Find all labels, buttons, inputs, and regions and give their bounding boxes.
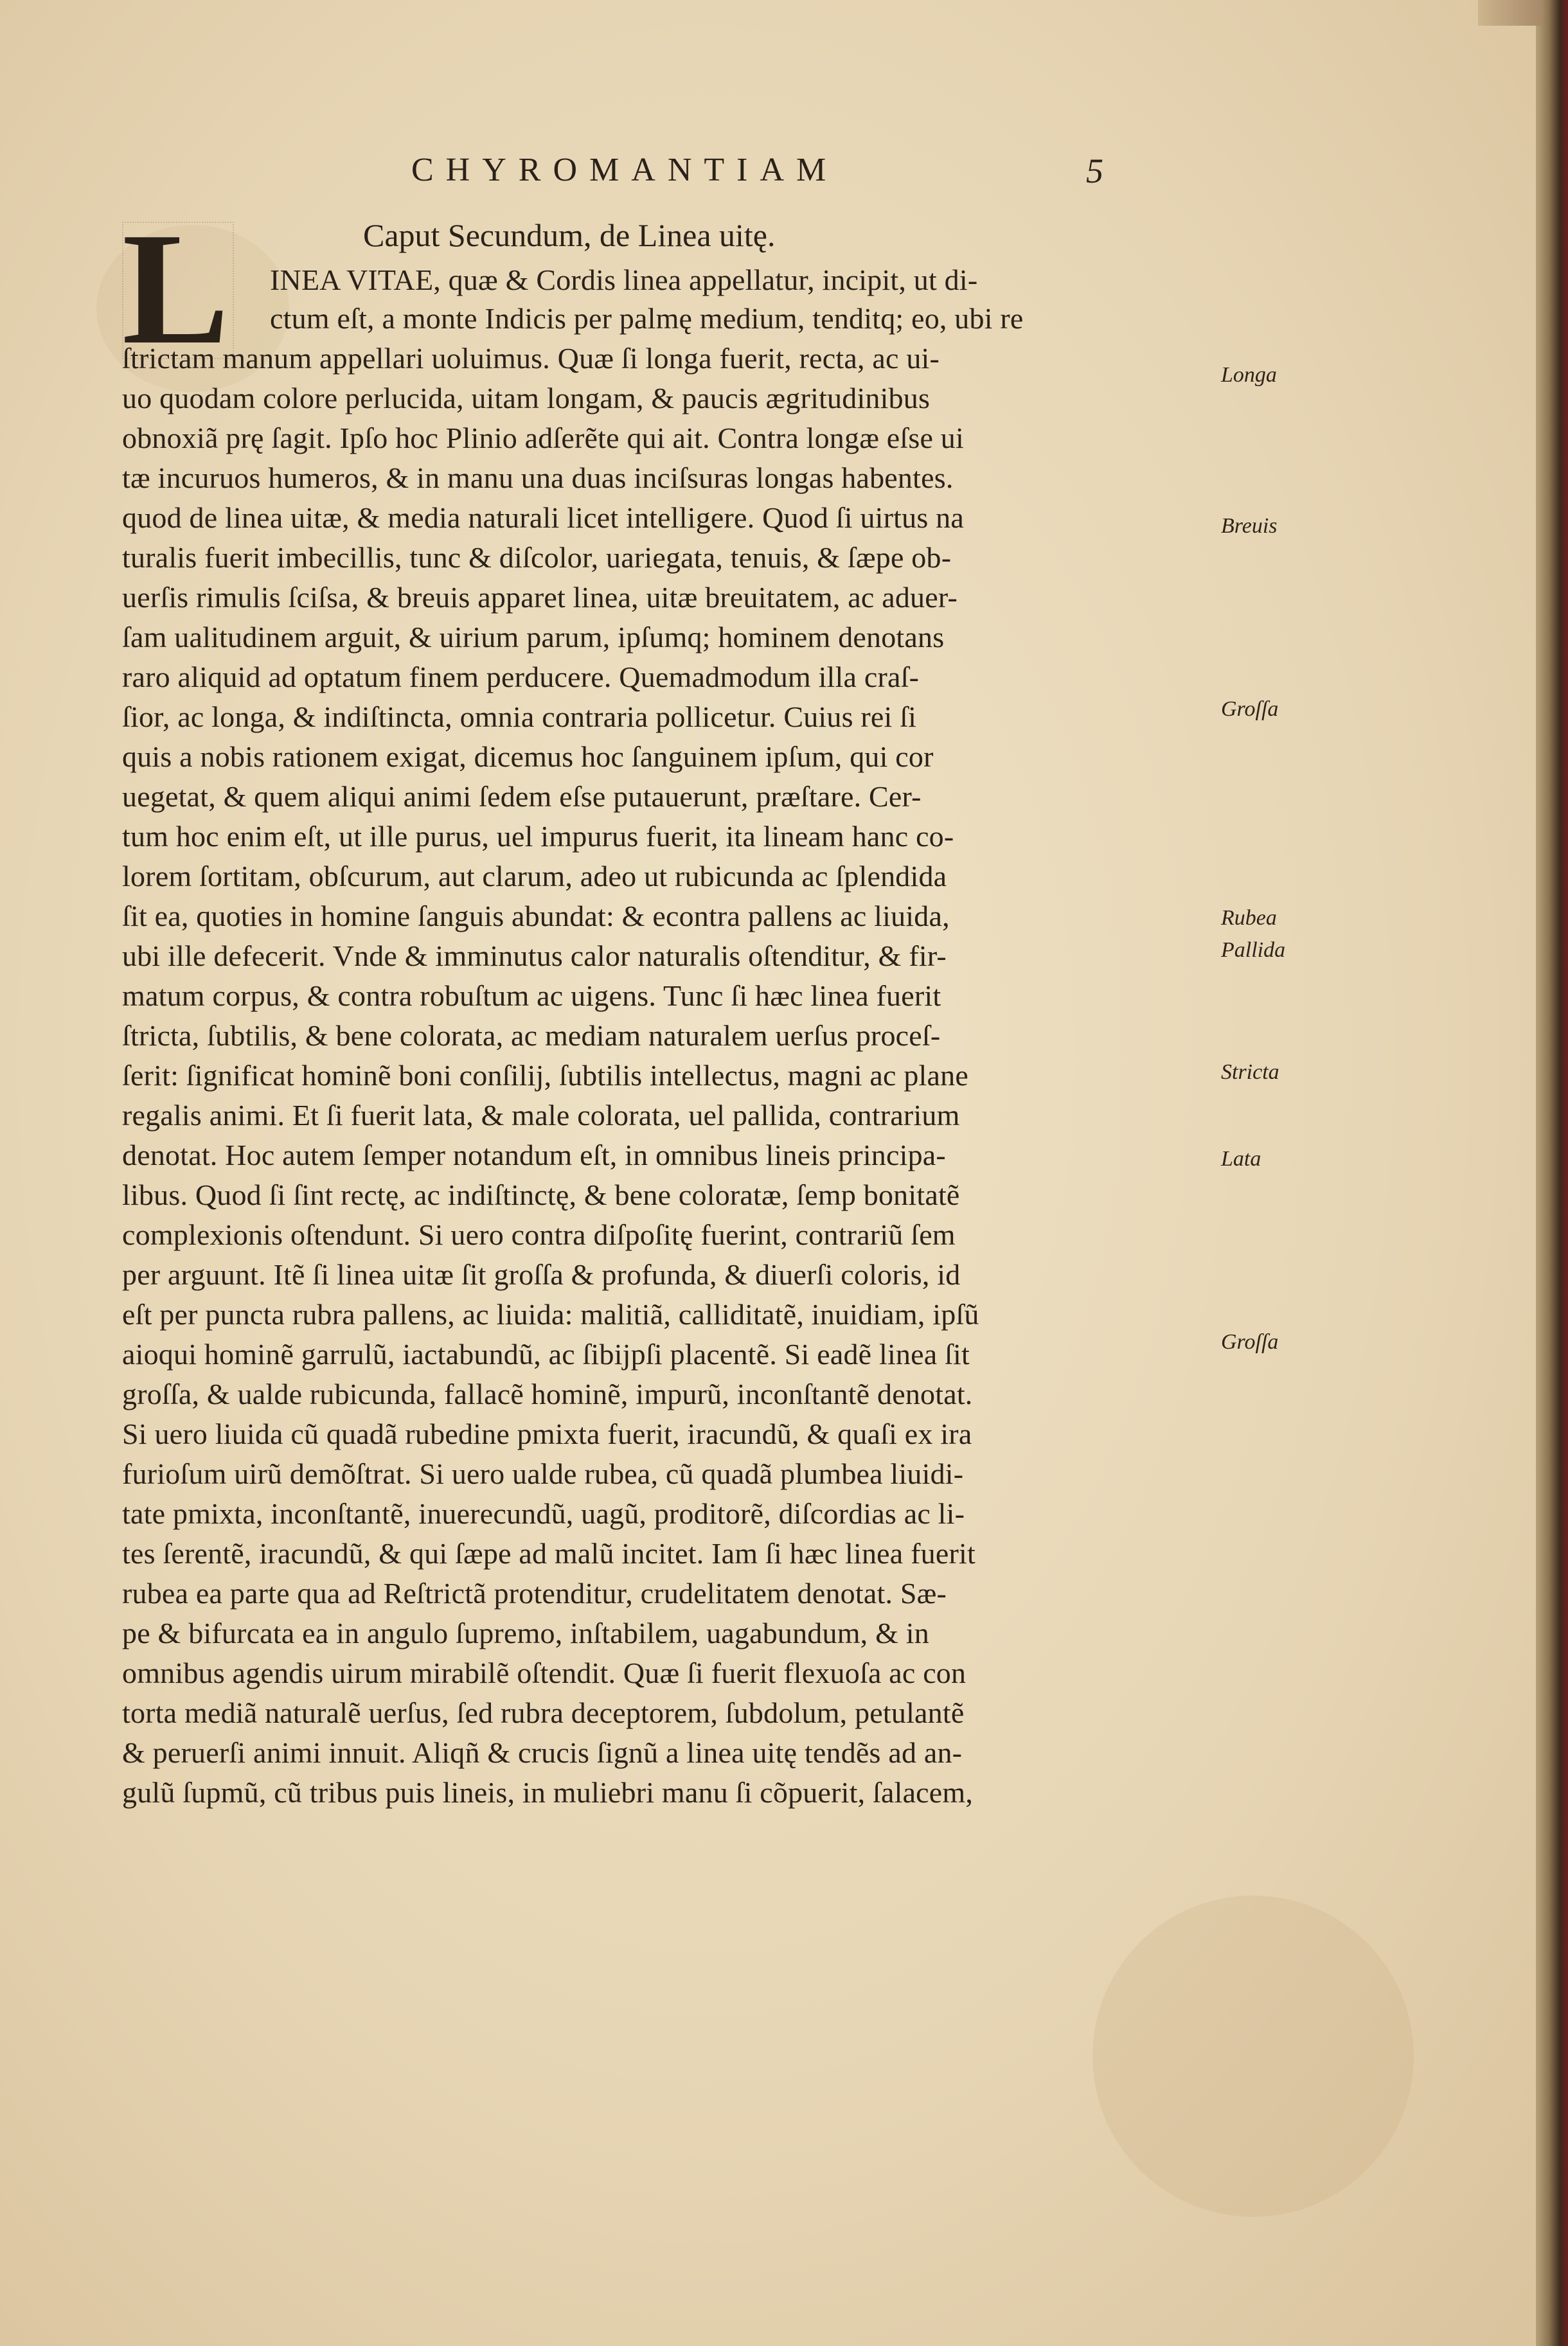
- text-line: aioqui hominẽ garrulũ, iactabundũ, ac ſibijpſi placentẽ. Si eadẽ linea ſit: [122, 1338, 970, 1371]
- text-line: complexionis oſtendunt. Si uero contra diſpoſitę fuerint, contrariũ ſem: [122, 1218, 956, 1251]
- text-line: torta mediã naturalẽ uerſus, ſed rubra deceptorem, ſubdolum, petulantẽ: [122, 1696, 965, 1729]
- text-line: pe & bifurcata ea in angulo ſupremo, inſtabilem, uagabundum, & in: [122, 1617, 929, 1649]
- text-line: furioſum uirũ demõſtrat. Si uero ualde rubea, cũ quadã plumbea liuidi-: [122, 1457, 964, 1490]
- text-line: ubi ille defecerit. Vnde & imminutus calor naturalis oſtenditur, & fir-: [122, 939, 947, 972]
- margin-note: Stricta: [1221, 1060, 1279, 1084]
- text-line: libus. Quod ſi ſint rectę, ac indiſtinctę, & bene coloratæ, ſemp bonitatẽ: [122, 1178, 960, 1211]
- text-line: matum corpus, & contra robuſtum ac uigens. Tunc ſi hæc linea fuerit: [122, 979, 941, 1012]
- text-line: tum hoc enim eſt, ut ille purus, uel impurus fuerit, ita lineam hanc co-: [122, 820, 954, 853]
- paper-stain: [1092, 1896, 1414, 2217]
- margin-note: Pallida: [1221, 938, 1286, 962]
- chapter-title: Caput Secundum, de Linea uitę.: [363, 217, 776, 253]
- page-header: [411, 151, 1131, 202]
- text-line: ſit ea, quoties in homine ſanguis abundat: & econtra pallens ac liuida,: [122, 900, 950, 932]
- text-line: tate pmixta, inconſtantẽ, inuerecundũ, uagũ, proditorẽ, diſcordias ac li-: [122, 1497, 965, 1530]
- text-line: per arguunt. Itẽ ſi linea uitæ ſit groſſa & profunda, & diuerſi coloris, id: [122, 1258, 961, 1291]
- text-line: Si uero liuida cũ quadã rubedine pmixta fuerit, iracundũ, & quaſi ex ira: [122, 1417, 972, 1450]
- text-line: uerſis rimulis ſciſsa, & breuis apparet linea, uitæ breuitatem, ac aduer-: [122, 581, 958, 614]
- text-line: obnoxiã prę ſagit. Ipſo hoc Plinio adſerẽte qui ait. Contra longæ eſse ui: [122, 422, 964, 454]
- text-line: gulũ ſupmũ, cũ tribus puis lineis, in muliebri manu ſi cõpuerit, ſalacem,: [122, 1776, 974, 1809]
- text-line: & peruerſi animi innuit. Aliqñ & crucis ſignũ a linea uitę tendẽs ad an-: [122, 1736, 963, 1769]
- text-line: quis a nobis rationem exigat, dicemus hoc ſanguinem ipſum, qui cor: [122, 740, 934, 773]
- text-line: turalis fuerit imbecillis, tunc & diſcolor, uariegata, tenuis, & ſæpe ob-: [122, 541, 952, 574]
- text-line: eſt per puncta rubra pallens, ac liuida: malitiã, calliditatẽ, inuidiam, ipſũ: [122, 1298, 979, 1331]
- page-number: 5: [1086, 152, 1103, 190]
- margin-note: Lata: [1221, 1147, 1261, 1171]
- margin-note: Longa: [1221, 363, 1277, 387]
- text-line: uo quodam colore perlucida, uitam longam, & paucis ægritudinibus: [122, 382, 931, 414]
- margin-note: Groſſa: [1221, 697, 1279, 721]
- text-line: denotat. Hoc autem ſemper notandum eſt, in omnibus lineis principa-: [122, 1139, 946, 1171]
- text-line: ſam ualitudinem arguit, & uirium parum, ipſumq; hominem denotans: [122, 621, 945, 653]
- text-line: INEA VITAE, quæ & Cordis linea appellatur, incipit, ut di-: [270, 263, 978, 296]
- text-line: tæ incuruos humeros, & in manu una duas inciſsuras longas habentes.: [122, 461, 954, 494]
- text-line: tes ſerentẽ, iracundũ, & qui ſæpe ad malũ incitet. Iam ſi hæc linea fuerit: [122, 1537, 976, 1570]
- text-line: ctum eſt, a monte Indicis per palmę medium, tenditq; eo, ubi re: [270, 302, 1024, 335]
- text-line: ſior, ac longa, & indiſtincta, omnia contraria pollicetur. Cuius rei ſi: [122, 700, 917, 733]
- book-edge: [1536, 0, 1568, 2346]
- margin-note: Rubea: [1221, 906, 1277, 930]
- book-edge: [1478, 0, 1542, 26]
- text-line: ſtrictam manum appellari uoluimus. Quæ ſi longa fuerit, recta, ac ui-: [122, 342, 940, 375]
- margin-note: Breuis: [1221, 514, 1278, 538]
- text-line: uegetat, & quem aliqui animi ſedem eſse putauerunt, præſtare. Cer-: [122, 780, 922, 813]
- text-line: regalis animi. Et ſi fuerit lata, & male colorata, uel pallida, contrarium: [122, 1099, 960, 1132]
- drop-cap: L: [122, 200, 229, 378]
- text-line: ſtricta, ſubtilis, & bene colorata, ac mediam naturalem uerſus proceſ-: [122, 1019, 941, 1052]
- text-line: rubea ea parte qua ad Reſtrictã protenditur, crudelitatem denotat. Sæ-: [122, 1577, 947, 1610]
- text-line: lorem ſortitam, obſcurum, aut clarum, adeo ut rubicunda ac ſplendida: [122, 860, 947, 893]
- text-line: raro aliquid ad optatum finem perducere. Quemadmodum illa craſ-: [122, 661, 920, 693]
- text-line: ſerit: ſignificat hominẽ boni conſilij, ſubtilis intellectus, magni ac plane: [122, 1059, 968, 1092]
- text-line: groſſa, & ualde rubicunda, fallacẽ hominẽ, impurũ, inconſtantẽ denotat.: [122, 1378, 973, 1410]
- running-title: CHYROMANTIAM: [411, 152, 839, 188]
- margin-note: Groſſa: [1221, 1330, 1279, 1354]
- text-line: omnibus agendis uirum mirabilẽ oſtendit. Quæ ſi fuerit flexuoſa ac con: [122, 1657, 967, 1689]
- text-line: quod de linea uitæ, & media naturali licet intelligere. Quod ſi uirtus na: [122, 501, 964, 534]
